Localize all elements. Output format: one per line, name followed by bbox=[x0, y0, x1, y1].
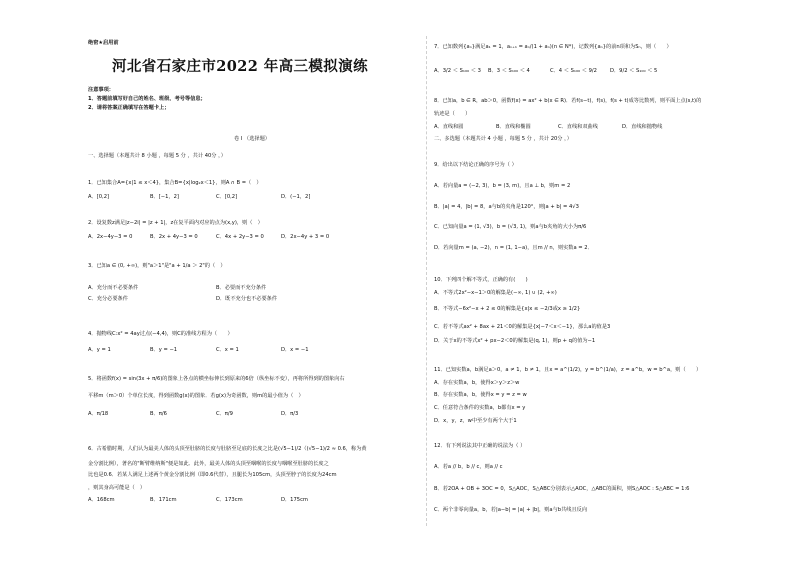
option: A．π/18 bbox=[88, 411, 109, 417]
statement: C．任意符合条件的实数a，b都有x = y bbox=[434, 405, 526, 411]
section-heading: 二、多选题（本题共计 4 小题 ，每题 5 分 ，共计 20分 ，） bbox=[434, 136, 572, 142]
option: A．168cm bbox=[88, 497, 115, 503]
option: B．直线和椭圆 bbox=[496, 124, 531, 130]
question-stem: 7．已知数列{aₙ}满足a₁ = 1，aₙ₊₁ = aₙ/(1 + aₙ)(n ∈ N*)，记数列{aₙ}的前n项和为Sₙ，则（ ） bbox=[434, 44, 672, 50]
statement: C．已知向量a = (1, √3)，b = (√3, 1)，则a与b夹角的大小为π/6 bbox=[434, 224, 587, 230]
question-stem: 平移m（m＞0）个单位长度，得到函数g(x)的图象．若g(x)为奇函数，则m的最小值为（ ） bbox=[88, 393, 304, 399]
option: C．π/9 bbox=[216, 411, 233, 417]
statement: B．存在实数a，b，使得x = y = z = w bbox=[434, 392, 527, 398]
option: A．2x−4y−3 = 0 bbox=[88, 234, 133, 240]
question-stem: 5．将函数f(x) = sin(3x + π/6)的图象上各点的横坐标伸长到原来的6倍（纵坐标不变），再将所得到的图象向右 bbox=[88, 376, 345, 382]
option: A．直线和圆 bbox=[434, 124, 464, 130]
notice-title: 注意事项： bbox=[88, 87, 114, 93]
statement: C．若不等式ax² + 8ax + 21＜0的解集是{x|−7＜x＜−1}，那么a的值是3 bbox=[434, 324, 611, 330]
option: D．2x−4y + 3 = 0 bbox=[281, 234, 330, 240]
question-stem: 11．已知实数a，b满足a＞0，a ≠ 1，b ≠ 1，且x = a^(1/2)，y = b^(1/a)，z = a^b，w = b^a，则（ ） bbox=[434, 367, 702, 373]
option: D．(−1，2] bbox=[281, 194, 311, 200]
option: D．175cm bbox=[281, 497, 308, 503]
statement: C．两个非零向量a，b，若|a−b| = |a| + |b|，则a与b共线且反向 bbox=[434, 507, 588, 513]
option: A．3/2 ＜ S₁₀₀ ＜ 3 bbox=[434, 68, 481, 74]
option: B．3 ＜ S₁₀₀ ＜ 4 bbox=[488, 68, 530, 74]
option: C．直线和双曲线 bbox=[558, 124, 598, 130]
volume-heading: 卷 I （选择题） bbox=[234, 136, 270, 142]
question-stem: 1．已知集合A={x|1 ≤ x＜4}，集合B={x|log₂x＜1}，则A ∩ B =（ ） bbox=[88, 180, 262, 186]
question-stem: 轨迹是（ ） bbox=[434, 111, 471, 117]
option: B．y = −1 bbox=[150, 347, 178, 353]
option: B．[−1，2] bbox=[150, 194, 179, 200]
question-stem: 4．抛物线C:x² = 4ay过点(−4,4)，则C的准线方程为（ ） bbox=[88, 331, 233, 337]
confidential-mark: 绝密★启用前 bbox=[88, 40, 119, 46]
statement: D．若向量m = (a, −2)，n = (1, 1−a)，且m // n，则实数a = 2． bbox=[434, 245, 593, 251]
question-stem: 3．已知a ∈ (0, +∞)，则"a＞1"是"a + 1/a ＞ 2"的（ ） bbox=[88, 263, 226, 269]
option: B．171cm bbox=[150, 497, 177, 503]
question-stem: 12．有下列说法其中正确的说法为（ ） bbox=[434, 443, 526, 449]
notice-item: 1．答题前填写好自己的姓名、班级、考号等信息； bbox=[88, 96, 206, 102]
option: A．[0,2] bbox=[88, 194, 110, 200]
question-stem: 9．给出以下结论正确的序号为（ ） bbox=[434, 162, 517, 168]
statement: A．不等式2x²−x−1＞0的解集是(−∞, 1) ∪ (2, +∞) bbox=[434, 290, 557, 296]
option: B．必要而不充分条件 bbox=[216, 285, 267, 291]
question-stem: 6．古希腊时期，人们认为最美人体的头顶至肚脐的长度与肚脐至足底的长度之比是(√5−1)/2（(√5−1)/2 ≈ 0.6，称为黄 bbox=[88, 446, 367, 452]
question-stem: 2．设复数z满足|z−2i| = |z + 1|，z在复平面内对应的点为(x,y)，则（ ） bbox=[88, 220, 263, 226]
option: D．既不充分也不必要条件 bbox=[216, 296, 278, 302]
option: A．y = 1 bbox=[88, 347, 111, 353]
question-stem: ，则其身高可能是（ ） bbox=[88, 485, 146, 491]
option: C．4x + 2y−3 = 0 bbox=[216, 234, 264, 240]
statement: B．若2OA + OB + 3OC = 0，S△AOC，S△ABC分别表示△AOC，△ABC的面积，则S△AOC : S△ABC = 1:6 bbox=[434, 486, 690, 492]
column-divider bbox=[426, 36, 427, 526]
option: B．2x + 4y−3 = 0 bbox=[150, 234, 198, 240]
option: B．π/6 bbox=[150, 411, 167, 417]
statement: A．若向量a = (−2, 3)，b = (3, m)，且a ⊥ b，则m = 2 bbox=[434, 183, 571, 189]
statement: D．关于x的不等式x² + px−2＜0的解集是(q, 1)，则p + q的值为−1 bbox=[434, 338, 596, 344]
statement: A．若a // b，b // c，则a // c bbox=[434, 464, 503, 470]
question-stem: 8．已知a，b ∈ R，ab＞0，函数f(x) = ax² + b(x ∈ R)．若f(s−t)，f(s)，f(s + t)成等比数列，则平面上点(s,t)的 bbox=[434, 98, 702, 104]
option: C．4 ＜ S₁₀₀ ＜ 9/2 bbox=[550, 68, 597, 74]
statement: A．存在实数a，b，使得x＞y＞z＞w bbox=[434, 380, 520, 386]
option: D．x = −1 bbox=[281, 347, 309, 353]
option: C．x = 1 bbox=[216, 347, 239, 353]
option: C．充分必要条件 bbox=[88, 296, 128, 302]
statement: D．x，y，z，w中至少有两个大于1 bbox=[434, 418, 517, 424]
question-stem: 比也是0.6．若某人满足上述两个黄金分割比例（即0.6代替），且腿长为105cm，头顶至脖子的长度为24cm bbox=[88, 472, 337, 478]
option: D．直线和抛物线 bbox=[622, 124, 663, 130]
option: C．[0,2] bbox=[216, 194, 238, 200]
option: D．π/3 bbox=[281, 411, 299, 417]
option: A．充分而不必要条件 bbox=[88, 285, 139, 291]
option: D．9/2 ＜ S₁₀₀ ＜ 5 bbox=[610, 68, 658, 74]
statement: B．|a| = 4，|b| = 8，a与b的夹角是120°，则|a + b| = 4√3 bbox=[434, 204, 579, 210]
section-heading: 一、选择题（本题共计 8 小题 ，每题 5 分 ，共计 40分 ，） bbox=[88, 153, 226, 159]
statement: B．不等式−6x²−x + 2 ≤ 0的解集是{x|x ≤ −2/3或x ≥ 1/2} bbox=[434, 306, 581, 312]
question-stem: 金分割比例），著名的"断臂维纳斯"便是如此．此外，最美人体的头顶至咽喉的长度与咽喉至肚脐的长度之 bbox=[88, 461, 329, 467]
question-stem: 10．下列四个解不等式，正确的有( ) bbox=[434, 277, 528, 283]
option: C．173cm bbox=[216, 497, 243, 503]
page-title: 河北省石家庄市2022 年高三模拟演练 bbox=[112, 58, 369, 75]
notice-item: 2．请将答案正确填写在答题卡上； bbox=[88, 105, 170, 111]
